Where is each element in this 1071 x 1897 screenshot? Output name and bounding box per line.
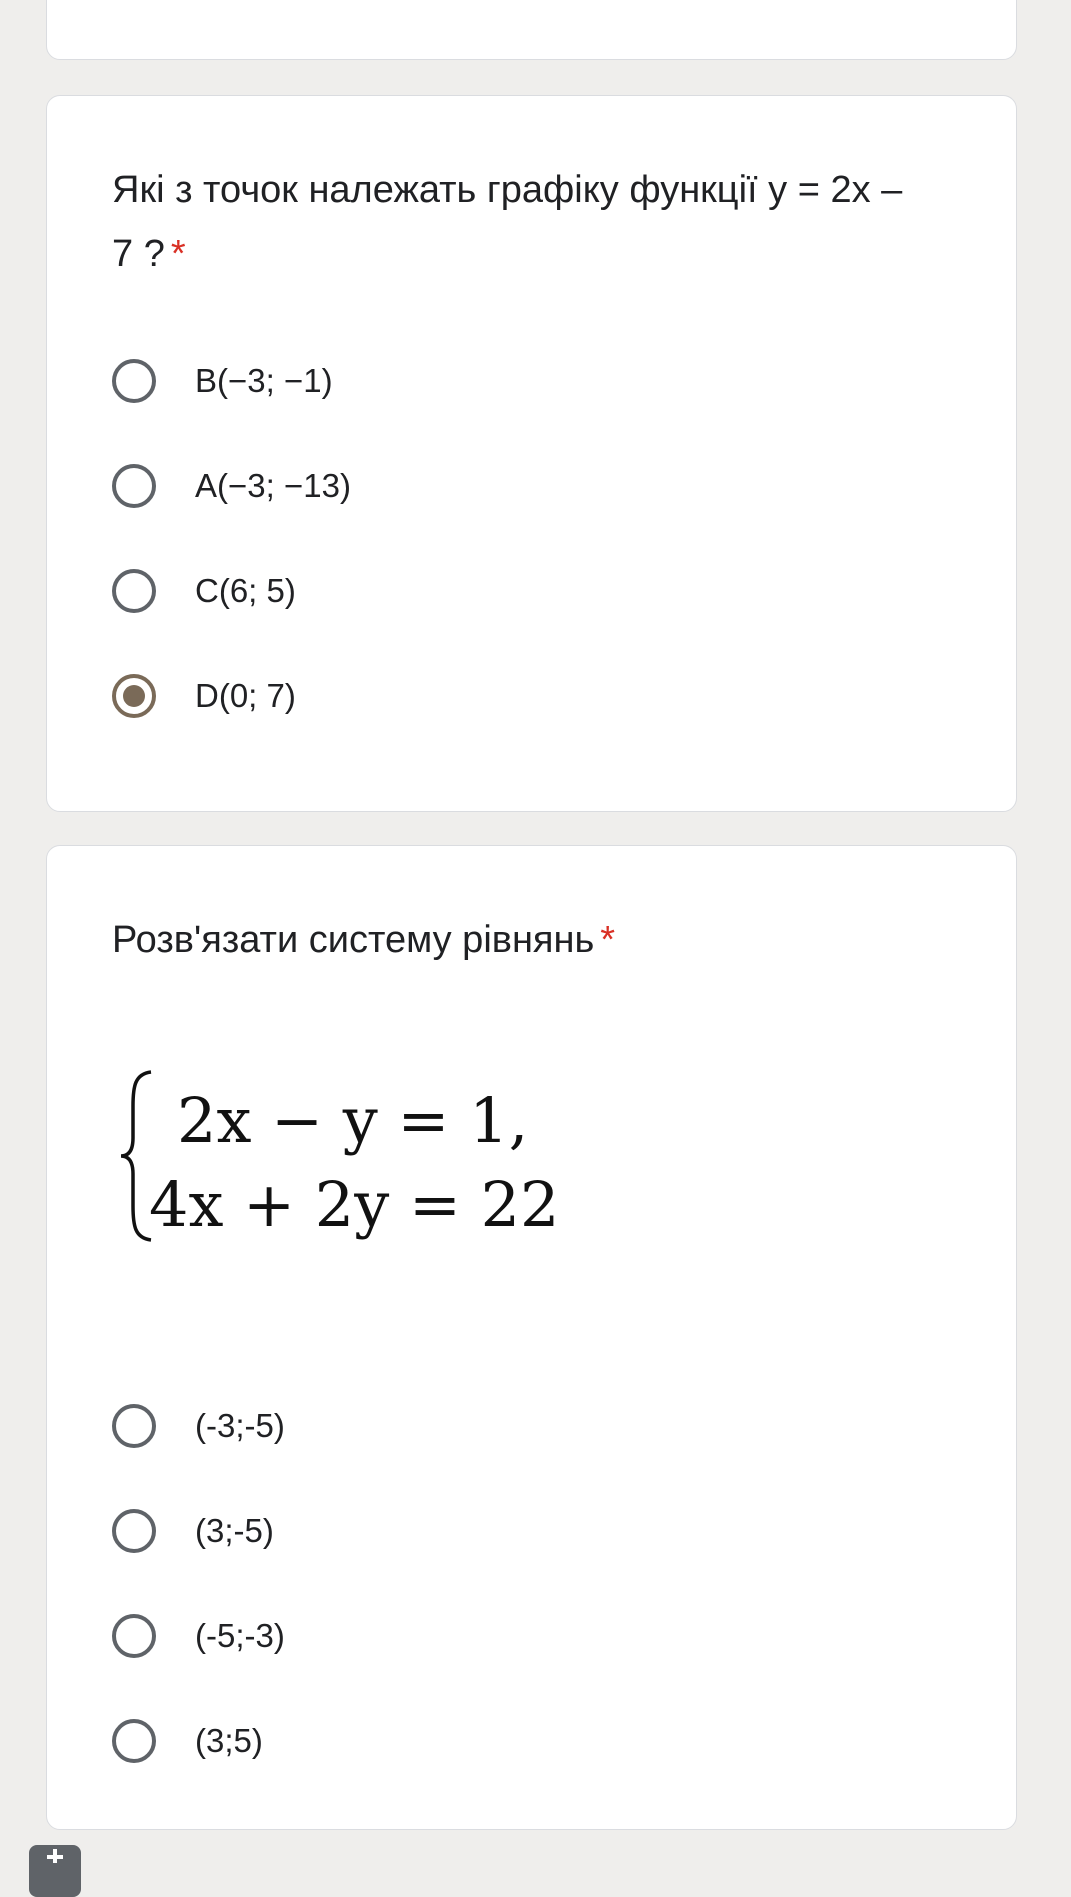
radio-button[interactable] — [112, 464, 156, 508]
option-label: C(6; 5) — [195, 572, 296, 609]
radio-button[interactable] — [112, 1509, 156, 1553]
option-d[interactable] — [112, 666, 296, 726]
option-label: (-5;-3) — [195, 1617, 285, 1654]
question-title: Які з точок належать графіку функції y = 2x – 7 ? * — [112, 169, 903, 275]
radio-button[interactable] — [112, 1404, 156, 1448]
option-label: (-3;-5) — [195, 1407, 285, 1444]
option-2[interactable] — [112, 1501, 274, 1561]
equation-line-1: 2x − y = 1, — [177, 1084, 529, 1157]
question-title: Розв'язати систему рівнянь * — [112, 919, 616, 961]
option-c[interactable] — [112, 561, 296, 621]
radio-button[interactable] — [112, 1614, 156, 1658]
required-asterisk: * — [600, 919, 616, 961]
previous-question-card — [46, 0, 1017, 60]
option-label: B(−3; −1) — [195, 362, 333, 399]
option-3[interactable] — [112, 1606, 285, 1666]
add-button[interactable] — [29, 1845, 81, 1897]
equation-system-image — [117, 1066, 677, 1246]
option-label: D(0; 7) — [195, 677, 296, 714]
option-label: A(−3; −13) — [195, 467, 351, 504]
radio-button[interactable] — [112, 569, 156, 613]
radio-button-selected[interactable] — [112, 674, 156, 718]
option-b[interactable] — [112, 351, 333, 411]
plus-icon-vertical — [53, 1849, 57, 1863]
option-a[interactable] — [112, 456, 351, 516]
question-card-1 — [46, 95, 1017, 812]
radio-selected-dot — [123, 685, 145, 707]
option-1[interactable] — [112, 1396, 285, 1456]
equation-line-2: 4x + 2y = 22 — [149, 1168, 560, 1241]
required-asterisk: * — [170, 233, 186, 275]
radio-button[interactable] — [112, 359, 156, 403]
radio-button[interactable] — [112, 1719, 156, 1763]
option-label: (3;5) — [195, 1722, 263, 1759]
option-label: (3;-5) — [195, 1512, 274, 1549]
question-card-2 — [46, 845, 1017, 1830]
option-4[interactable] — [112, 1711, 263, 1771]
